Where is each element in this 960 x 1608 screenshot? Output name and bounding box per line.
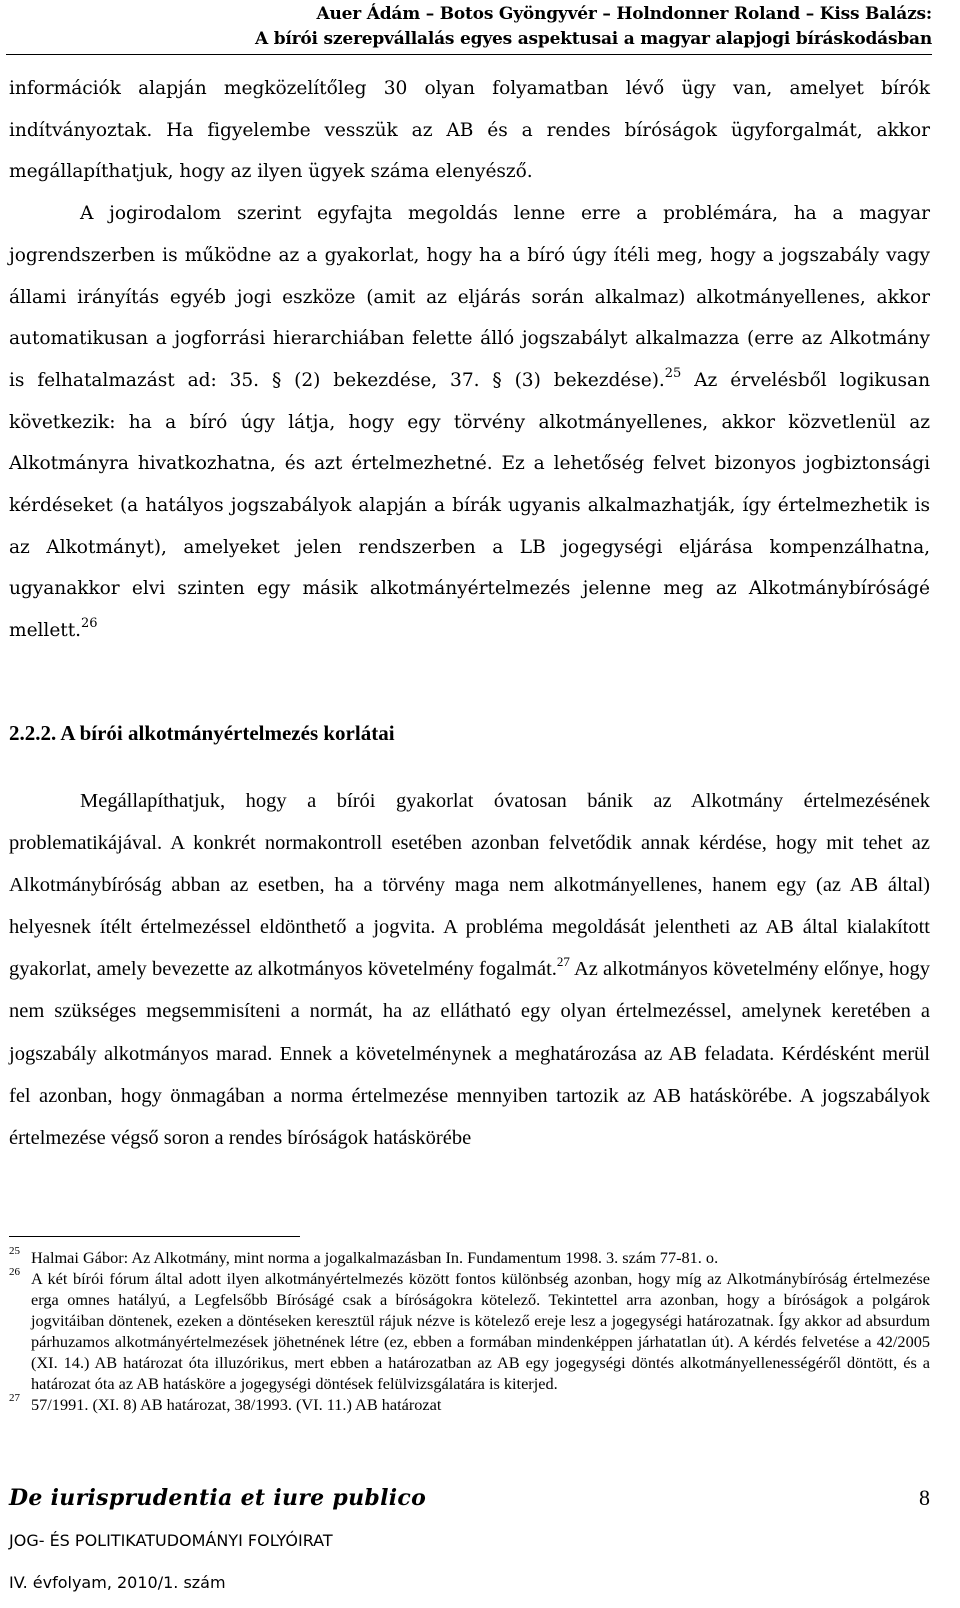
footnote <box>9 1247 930 1268</box>
paragraph-text: Az alkotmányos követelmény előnye, hogy nem szükséges megsemmisíteni a normát, ha az ellátható egy olyan értelmezéssel, amelynek keretében a jogszabály alkotmányos marad. Ennek a követelménynek a meghatározása az AB feladata. Kérdésként merül fel azonban, hogy önmagában a norma értelmezése mennyiben tartozik az AB hatáskörébe. A jogszabályok értelmezése végső soron a rendes bíróságok hatáskörébe <box>9 958 930 1149</box>
footnote-ref-25[interactable]: 25 <box>664 365 682 381</box>
header-authors: Auer Ádám – Botos Gyöngyvér – Holndonner Roland – Kiss Balázs: <box>316 4 932 24</box>
header-rule <box>6 54 932 55</box>
body-section-b <box>9 780 930 1159</box>
journal-volume: IV. évfolyam, 2010/1. szám <box>9 1573 226 1592</box>
footnote-separator <box>9 1236 300 1237</box>
footnote-text: Halmai Gábor: Az Alkotmány, mint norma a jogalkalmazásban In. Fundamentum 1998. 3. szám 77-81. o. <box>31 1248 719 1267</box>
footnote-text: A két bírói fórum által adott ilyen alkotmányértelmezés között fontos különbség azonban, hogy míg az Alkotmánybíróság értelmezése erga omnes hatályú, a Legfelsőbb Bíróságé csak a bíróságokra kötelező. Tekintettel arra azonban, hogy a bíróságok a polgárok jogvitáiban döntenek, ezeken a döntéseken keresztül rájuk nézve is kötelező ereje lesz a jogegységi határozatnak. Így akkor ad absurdum párhuzamos alkotmányértelmezések jöhetnének létre (ez, ebben a formában mindenképpen járhatatlan út). A kérdés felvetése a 42/2005 (XI. 14.) AB határozat óta illuzórikus, mert ebben a határozatban az AB egy jogegységi döntés alkotmányellenességéről döntött, és a határozat óta az AB hatásköre a jogegységi döntések felülvizsgálatára is kiterjed. <box>31 1269 930 1393</box>
paragraph-text: Az érvelésből logikusan következik: ha a bíró úgy látja, hogy egy törvény alkotmányellenes, akkor közvetlenül az Alkotmányra hivatkozhatna, és azt értelmezhetné. Ez a lehetőség felvet bizonyos jogbiztonsági kérdéseket (a hatályos jogszabályok alapján a bírák ugyanis alkalmazhatják, így értelmezhetik is az Alkotmányt), amelyeket jelen rendszerben a LB jogegységi eljárása kompenzálhatna, ugyanakkor elvi szinten egy másik alkotmányértelmezés jelenne meg az Alkotmánybíróságé mellett. <box>9 369 930 642</box>
paragraph-text: Megállapíthatjuk, hogy a bírói gyakorlat óvatosan bánik az Alkotmány értelmezésének problematikájával. A konkrét normakontroll esetében azonban felvetődik annak kérdése, hogy mit tehet az Alkotmánybíróság abban az esetben, ha a törvény maga nem alkotmányellenes, hanem egy (az AB által) helyesnek ítélt értelmezéssel eldönthető a jogvita. A probléma megoldását jelentheti az AB által kialakított gyakorlat, amely bevezette az alkotmányos követelmény fogalmát. <box>9 790 930 981</box>
paragraph: információk alapján megközelítőleg 30 olyan folyamatban lévő ügy van, amelyet bírók indítványoztak. Ha figyelembe vesszük az AB és a rendes bíróságok ügyforgalmát, akkor megállapíthatjuk, hogy az ilyen ügyek száma elenyésző. <box>9 78 930 183</box>
footnotes <box>9 1247 930 1415</box>
journal-title: De iurisprudentia et iure publico <box>9 1485 427 1511</box>
body-section-a <box>9 68 930 652</box>
footnote-ref-27[interactable]: 27 <box>556 954 570 970</box>
section-heading: 2.2.2. A bírói alkotmányértelmezés korlátai <box>9 721 395 745</box>
footnote <box>9 1394 930 1415</box>
footnote-ref-26[interactable]: 26 <box>81 616 98 632</box>
running-header <box>255 2 932 52</box>
footnote <box>9 1268 930 1394</box>
paragraph <box>9 780 930 1159</box>
footnote-number: 26 <box>9 1266 20 1278</box>
paragraph <box>9 193 930 652</box>
footnote-number: 25 <box>9 1245 20 1257</box>
journal-subtitle: JOG- ÉS POLITIKATUDOMÁNYI FOLYÓIRAT <box>9 1531 333 1550</box>
header-title: A bírói szerepvállalás egyes aspektusai a magyar alapjogi bíráskodásban <box>255 29 932 49</box>
footnote-text: 57/1991. (XI. 8) AB határozat, 38/1993. (VI. 11.) AB határozat <box>31 1395 442 1414</box>
page-number: 8 <box>919 1485 930 1510</box>
paragraph-text: A jogirodalom szerint egyfajta megoldás lenne erre a problémára, ha a magyar jogrendszerben is működne az a gyakorlat, hogy ha a bíró úgy ítéli meg, hogy a jogszabály vagy állami irányítás egyéb jogi eszköze (amit az eljárás során alkalmaz) alkotmányellenes, akkor automatikusan a jogforrási hierarchiában felette álló jogszabályt alkalmazza (erre az Alkotmány is felhatalmazást ad: 35. § (2) bekezdése, 37. § (3) bekezdése). <box>9 203 930 391</box>
footnote-number: 27 <box>9 1392 20 1404</box>
